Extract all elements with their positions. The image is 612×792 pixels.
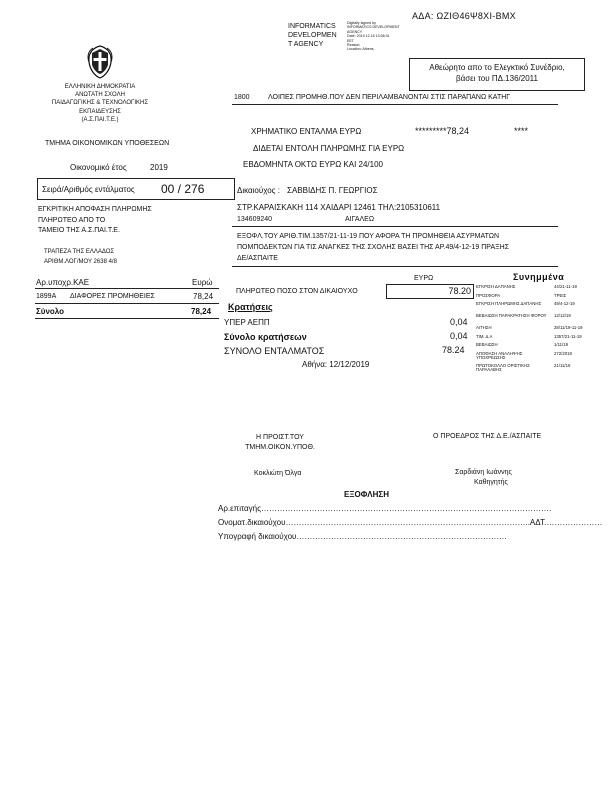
- adt-dots: …………………: [546, 518, 603, 527]
- deductions-title: Κρατήσεις: [228, 302, 273, 312]
- agency-small-line: Location: Athens: [347, 47, 374, 52]
- attached-value: 272/2019: [554, 350, 572, 356]
- kae-header-rule: [35, 288, 219, 289]
- date-line: Αθήνα: 12/12/2019: [302, 360, 370, 369]
- agency-small-line: Date: 2019.12.16 13:06:31: [347, 34, 390, 39]
- adt-label: ΑΔΤ.: [529, 518, 547, 527]
- beneficiary-address: ΣΤΡ.ΚΑΡΑΙΣΚΑΚΗ 114 ΧΑΙΔΑΡΙ 12461 ΤΗΛ:2105310611: [237, 203, 441, 212]
- beneficiary-afm: 134609240: [237, 216, 273, 223]
- payable-label: ΠΛΗΡΩΤΕΟ ΠΟΣΟ ΣΤΟΝ ΔΙΚΑΙΟΥΧΟ: [236, 288, 358, 295]
- left-signatory-title: [232, 433, 328, 453]
- attached-value: 1357/21-11-19: [554, 333, 582, 339]
- kae-total: 78,24: [191, 307, 212, 316]
- attached-title: Συνημμένα: [513, 272, 565, 282]
- agency-small-line: Digitally signed by: [347, 21, 376, 25]
- deduction-item-amount: 0,04: [450, 317, 468, 327]
- cheque-label: Αρ.επιταγής: [218, 504, 261, 513]
- category-text: ΛΟΙΠΕΣ ΠΡΟΜΗΘ.ΠΟΥ ΔΕΝ ΠΕΡΙΛΑΜΒΑΝΟΝΤΑΙ ΣΤΙΣ ΠΑΡΑΠΑΝΩ ΚΑΤΗΓ: [268, 94, 511, 101]
- fiscal-year-label: Οικονομικό έτος: [70, 163, 127, 172]
- left-title-line: Η ΠΡΟΙΣΤ.ΤΟΥ: [256, 434, 304, 441]
- amount-words: ΕΒΔΟΜΗΝΤΑ ΟΚΤΩ ΕΥΡΩ ΚΑΙ 24/100: [243, 160, 383, 169]
- attached-value: 1/11/19: [554, 342, 569, 347]
- category-rule: [232, 104, 558, 105]
- description-rule: [232, 266, 558, 267]
- agency-small-line: AGENCY: [347, 29, 363, 34]
- deductions-total-amount: 0,04: [450, 331, 468, 341]
- issuer-line: ΕΚΠΑΙΔΕΥΣΗΣ: [79, 108, 121, 115]
- bank-line: ΑΡΙΘΜ.ΛΟΓ/ΜΟΥ 2638 4/8: [44, 259, 117, 265]
- description-line: ΔΕ/ΑΣΠΑΙΤΕ: [237, 255, 278, 262]
- department: ΤΜΗΜΑ ΟΙΚΟΝΟΜΙΚΩΝ ΥΠΟΘΕΣΕΩΝ: [45, 140, 170, 147]
- right-signatory-name: Σαρδιάνη Ιωάννης: [455, 469, 512, 476]
- attached-label: ΒΕΒΑΙΩΣΗ ΠΑΡΑΚΡΑΤΗΣΗ ΦΟΡΟΥ: [476, 313, 547, 318]
- cheque-dots: ……………………………………………………………………………………………….: [260, 504, 552, 513]
- left-title-line: ΤΜΗΜ.ΟΙΚΟΝ.ΥΠΟΘ.: [245, 444, 315, 451]
- agency-small-line: Reason:: [347, 43, 361, 48]
- attached-label: ΕΓΚΡΙΣΗ ΔΑΠΑΝΗΣ: [476, 284, 516, 289]
- agency-line: DEVELOPMEN: [288, 32, 337, 39]
- receipt-line-name: [218, 518, 612, 527]
- attached-label: ΤΙΜ. Δ.Α: [476, 333, 493, 339]
- kae-bottom-rule: [35, 318, 219, 319]
- payable-amount-box: [386, 284, 474, 299]
- receipt-line-signature: [218, 532, 507, 541]
- greek-emblem-icon: [85, 45, 115, 79]
- deductions-total-label: Σύνολο κρατήσεων: [224, 332, 307, 342]
- order-total: 78.24: [442, 345, 465, 355]
- attached-value: 21/11/19: [554, 362, 571, 368]
- attached-label: ΒΕΒΑΙΩΣΗ: [476, 342, 498, 347]
- issuer-line: ΕΛΛΗΝΙΚΗ ΔΗΜΟΚΡΑΤΙΑ: [64, 84, 136, 90]
- agency-small-line: EET: [347, 38, 354, 43]
- beneficiary-name: ΣΑΒΒΙΔΗΣ Π. ΓΕΩΡΓΙΟΣ: [287, 186, 378, 195]
- agency-small-line: INFORMATICS DEVELOPMENT: [347, 25, 400, 30]
- issuer-line: ΠΑΙΔΑΓΩΓΙΚΗΣ & ΤΕΧΝΟΛΟΓΙΚΗΣ: [51, 100, 149, 107]
- category-code: 1800: [234, 94, 250, 101]
- attached-value: 49/4-12-19: [554, 301, 575, 306]
- order-total-label: ΣΥΝΟΛΟ ΕΝΤΑΛΜΑΤΟΣ: [224, 346, 325, 356]
- kae-header-code: Αρ.υποχρ.ΚΑΕ: [36, 278, 90, 287]
- series-number-box: [37, 178, 235, 200]
- right-signatory-title: Ο ΠΡΟΕΔΡΟΣ ΤΗΣ Δ.Ε./ΑΣΠΑΙΤΕ: [433, 433, 542, 440]
- audit-note-box: [409, 58, 585, 91]
- audit-note-line: βάσει του ΠΔ.136/2011: [456, 74, 538, 83]
- description-line: ΕΞΟΦΛ.ΤΟΥ ΑΡΙΘ.ΤΙΜ.1357/21-11-19 ΠΟΥ ΑΦΟΡΑ ΤΗ ΠΡΟΜΗΘΕΙΑ ΑΣΥΡΜΑΤΩΝ: [237, 233, 500, 240]
- kae-header-amount: Ευρώ: [192, 278, 213, 287]
- bank-line: ΤΡΑΠΕΖΑ ΤΗΣ ΕΛΛΑΔΟΣ: [44, 249, 115, 255]
- attached-value: ΤΡΕΙΣ: [554, 292, 567, 298]
- beneficiary-label: Δικαιούχος :: [237, 186, 280, 195]
- issuer-line: ΑΝΩΤΑΤΗ ΣΧΟΛΗ: [75, 92, 125, 99]
- kae-text: ΔΙΑΦΟΡΕΣ ΠΡΟΜΗΘΕΙΕΣ: [70, 293, 155, 300]
- agency-name: [288, 22, 337, 49]
- payment-description: [237, 231, 509, 264]
- issuer-block: [36, 83, 164, 124]
- approval-line: ΠΛΗΡΩΤΕΟ ΑΠΟ ΤΟ: [38, 216, 106, 224]
- payable-amount: 78.20: [448, 286, 471, 296]
- left-signatory-name: Κοκλιώτη Όλγα: [254, 470, 302, 477]
- attached-label: ΠΡΟΣΦΟΡΑ: [476, 292, 501, 298]
- kae-amount: 78,24: [193, 292, 214, 301]
- fiscal-year: 2019: [150, 163, 168, 172]
- agency-signature-details: [347, 21, 400, 52]
- signature-label: Υπογραφή δικαιούχου: [218, 532, 297, 541]
- kae-total-label: Σύνολο: [36, 307, 65, 316]
- beneficiary-name-label: Ονοματ.δικαιούχου: [218, 518, 286, 527]
- order-amount: *********78,24: [415, 126, 470, 136]
- order-instruction: ΔΙΔΕΤΑΙ ΕΝΤΟΛΗ ΠΛΗΡΩΜΗΣ ΓΙΑ ΕΥΡΩ: [253, 144, 405, 153]
- order-amount-tail: ****: [514, 126, 529, 136]
- receipt-title: ΕΞΟΦΛΗΣΗ: [344, 490, 389, 499]
- agency-line: T AGENCY: [288, 41, 324, 48]
- payable-currency: ΕΥΡΩ: [414, 275, 434, 282]
- bank-block: [44, 247, 117, 267]
- series-number: 00 / 276: [161, 182, 205, 196]
- attached-value: 28/11/19-11-19: [554, 325, 583, 330]
- right-signatory-role: Καθηγητής: [474, 479, 508, 486]
- approval-block: [38, 205, 152, 237]
- kae-code: 1899Α: [36, 293, 57, 300]
- description-line: ΠΟΜΠΟΔΕΚΤΩΝ ΓΙΑ ΤΙΣ ΑΝΑΓΚΕΣ ΤΗΣ ΣΧΟΛΗΣ ΒΑΣΕΙ ΤΗΣ ΑΡ.49/4-12-19 ΠΡΑΞΗΣ: [237, 244, 510, 251]
- attached-label: ΑΙΤΗΣΗ: [476, 325, 492, 330]
- attached-value: 44/21-11-19: [554, 284, 577, 289]
- order-title: ΧΡΗΜΑΤΙΚΟ ΕΝΤΑΛΜΑ ΕΥΡΩ: [251, 127, 362, 136]
- deduction-item-label: ΥΠΕΡ ΑΕΠΠ: [224, 318, 270, 327]
- audit-note-line: Αθεώρητο απο το Ελεγκτικό Συνέδριο,: [429, 63, 565, 72]
- attached-label: ΠΡΩΤΟΚΟΛΛΟ ΟΡΙΣΤΙΚΗΣ ΠΑΡΑΛΑΒΗΣ: [476, 362, 530, 373]
- approval-line: ΤΑΜΕΙΟ ΤΗΣ Α.Σ.ΠΑΙ.Τ.Ε.: [38, 227, 120, 234]
- name-dots: ………………………………………………………………………………..: [285, 518, 530, 527]
- approval-line: ΕΓΚΡΙΤΙΚΗ ΑΠΟΦΑΣΗ ΠΛΗΡΩΜΗΣ: [38, 206, 152, 213]
- attached-label: ΑΠΟΦΑΣΗ ΑΝΑΛΗΨΗΣ ΥΠΟΧΡΕΩΣΗΣ: [476, 350, 523, 361]
- receipt-line-cheque: [218, 504, 551, 513]
- beneficiary-doy: ΑΙΓΑΛΕΩ: [345, 216, 375, 223]
- agency-line: INFORMATICS: [288, 23, 336, 30]
- attached-label: ΕΓΚΡΙΣΗ ΠΛΗΡΩΜΗΣ ΔΑΠΑΝΗΣ: [476, 301, 542, 306]
- issuer-line: (Α.Σ.ΠΑΙ.Τ.Ε.): [81, 116, 119, 123]
- signature-dots: …………………………………………………………………….: [296, 532, 507, 541]
- ada-code: ΑΔΑ: ΩΖΙΘ46Ψ8ΧΙ-ΒΜΧ: [412, 11, 516, 21]
- series-label: Σειρά/Αριθμός εντάλματος: [42, 185, 135, 194]
- attached-value: 12/12/19: [554, 313, 571, 318]
- kae-total-rule: [35, 303, 219, 304]
- beneficiary-rule: [232, 226, 558, 227]
